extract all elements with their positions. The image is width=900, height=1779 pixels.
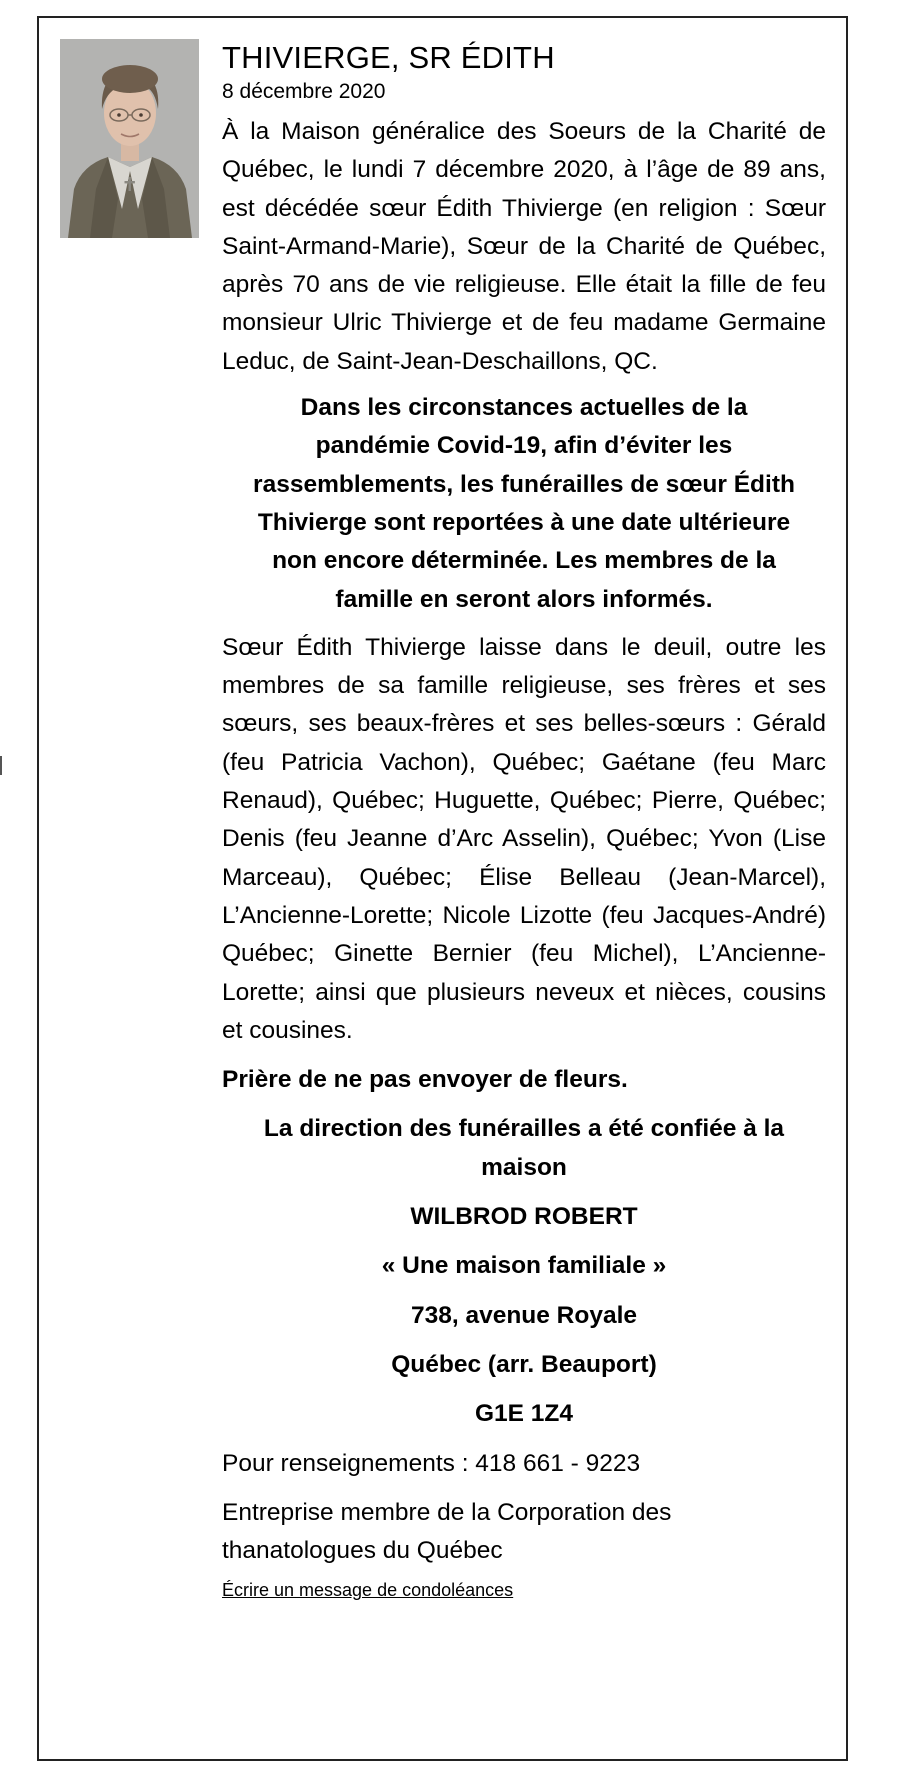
condolence-link[interactable]: Écrire un message de condoléances — [222, 1580, 514, 1601]
funeral-home-slogan: « Une maison familiale » — [381, 1252, 667, 1280]
funeral-home-street: 738, avenue Royale — [410, 1301, 638, 1329]
portrait-photo — [60, 39, 199, 238]
funeral-home-city: Québec (arr. Beauport) — [391, 1350, 657, 1378]
membership-note: Entreprise membre de la Corporation des thanatologues du Québec — [222, 1498, 672, 1565]
funeral-home-name: WILBROD ROBERT — [410, 1203, 638, 1231]
funeral-direction-text: La direction des funérailles a été confiée à la maison — [263, 1115, 785, 1181]
deceased-name: THIVIERGE, SR ÉDITH — [222, 40, 555, 75]
publication-date: 8 décembre 2020 — [222, 80, 386, 103]
covid-notice: Dans les circonstances actuelles de la pandémie Covid-19, afin d’éviter les rassemblements, les funérailles de sœur Édith Thivierge sont reportées à une date ultérieure non encore déterminée. Les membres de la famille en seront alors informés. — [253, 394, 795, 613]
portrait-image — [60, 39, 199, 238]
info-phone: Pour renseignements : 418 661 - 9223 — [222, 1449, 641, 1477]
funeral-home-postal-code: G1E 1Z4 — [474, 1400, 574, 1428]
page-edge-marker — [0, 756, 2, 775]
survivors-paragraph: Sœur Édith Thivierge laisse dans le deuil, outre les membres de sa famille religieuse, ses frères et ses sœurs, ses beaux-frères et ses belles-sœurs : Gérald (feu Patricia Vachon), Québec; Gaétane (feu Marc Renaud), Québec; Huguette, Québec; Pierre, Québec; Denis (feu Jeanne d’Arc Asselin), Québec; Yvon (Lise Marceau), Québec; Élise Belleau (Jean-Marcel), L’Ancienne-Lorette; Nicole Lizotte (feu Jacques-André) Québec; Ginette Bernier (feu Michel), L’Ancienne-Lorette; ainsi que plusieurs neveux et nièces, cousins et cousines. — [222, 633, 826, 1044]
no-flowers-note: Prière de ne pas envoyer de fleurs. — [222, 1066, 628, 1094]
obituary-content — [222, 38, 826, 1609]
intro-paragraph: À la Maison généralice des Soeurs de la Charité de Québec, le lundi 7 décembre 2020, à l’âge de 89 ans, est décédée sœur Édith Thivierge (en religion : Sœur Saint-Armand-Marie), Sœur de la Charité de Québec, après 70 ans de vie religieuse. Elle était la fille de feu monsieur Ulric Thivierge et de feu madame Germaine Leduc, de Saint-Jean-Deschaillons, QC. — [222, 118, 826, 375]
